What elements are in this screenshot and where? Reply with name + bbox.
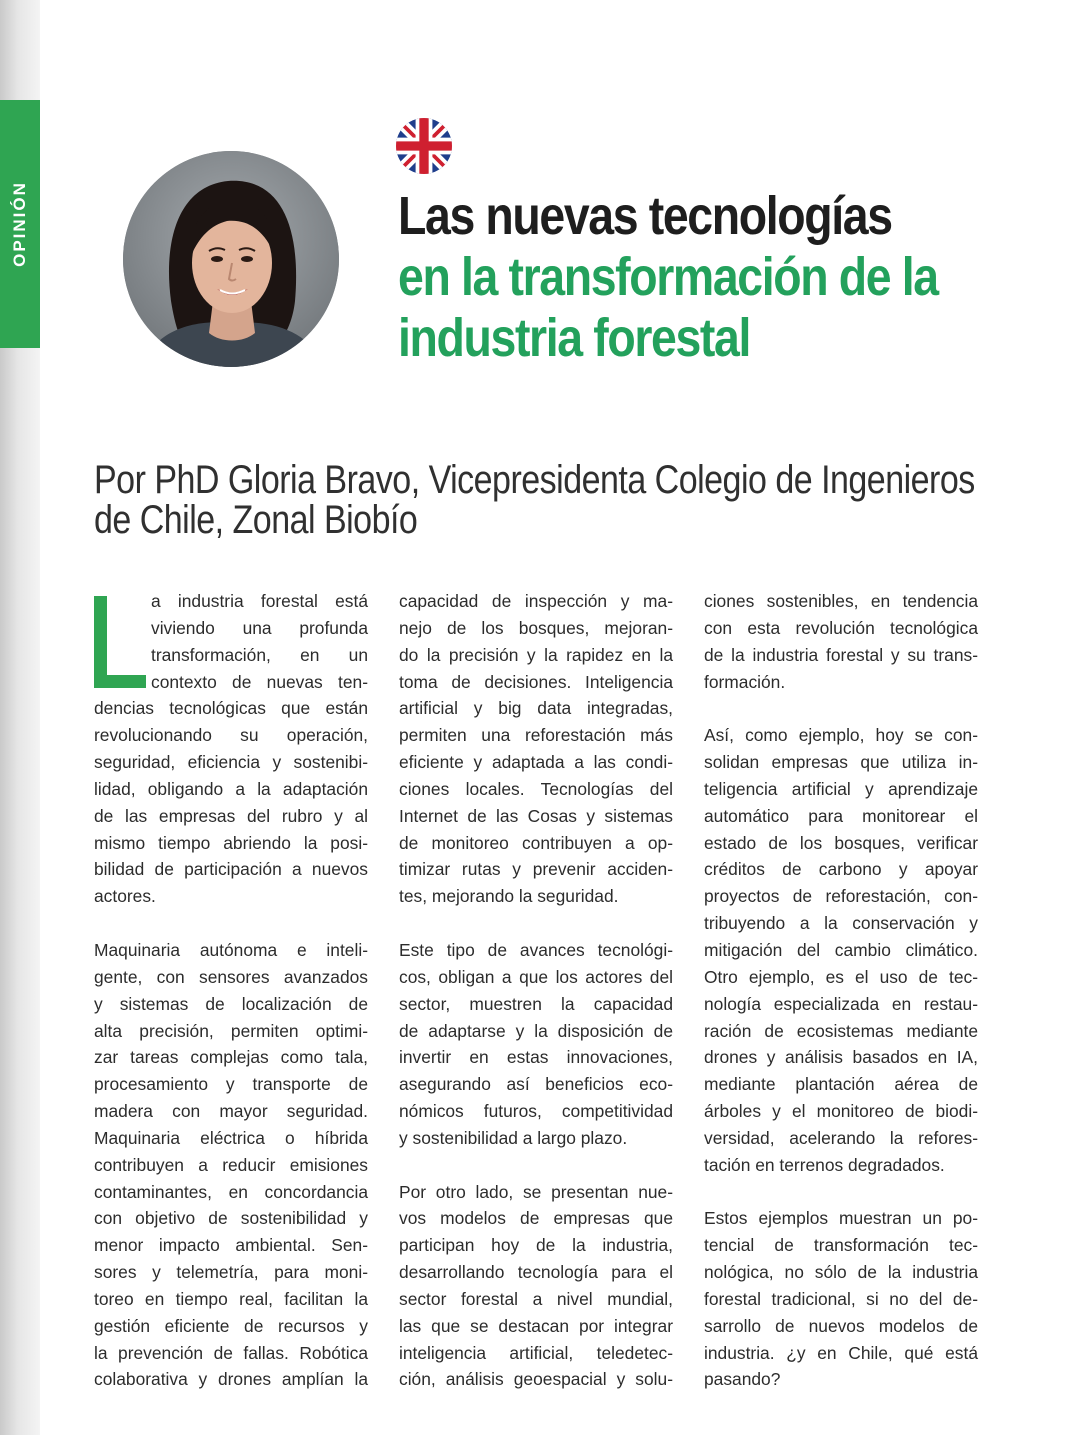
text-line: revolucionando su operación, (94, 725, 368, 746)
text-line: bilidad de participación a nuevos (94, 859, 368, 880)
text-line: inteligencia artificial, teledetec- (399, 1342, 673, 1363)
text-line: de monitoreo contribuyen a op- (399, 832, 673, 853)
text-line: automático para monitorear el (704, 805, 978, 826)
text-line: ciones locales. Tecnologías del (399, 778, 673, 799)
text-line: permiten una reforestación más (399, 725, 673, 746)
text-line: desarrollando tecnología para el (399, 1262, 673, 1283)
text-line: contaminantes, en concordancia (94, 1181, 368, 1202)
text-line: procesamiento y transporte de (94, 1074, 368, 1095)
text-line: menor impacto ambiental. Sen- (94, 1235, 368, 1256)
text-line: asegurando así beneficios eco- (399, 1074, 673, 1095)
title-line-1: Las nuevas tecnologías (398, 186, 892, 246)
author-portrait (123, 151, 339, 367)
text-line: sector forestal a nivel mundial, (399, 1288, 673, 1309)
text-line: pasando? (704, 1369, 781, 1390)
text-line: las que se destacan por integrar (399, 1315, 673, 1336)
text-line: tes, mejorando la seguridad. (399, 886, 619, 907)
text-line: mediante plantación aérea de (704, 1074, 978, 1095)
text-line: ciones sostenibles, en tendencia (704, 591, 978, 611)
text-line: alta precisión, permiten optimi- (94, 1020, 368, 1041)
text-line: viviendo una profunda (151, 617, 368, 638)
article-title (398, 186, 948, 369)
text-line: Estos ejemplos muestran un po- (704, 1208, 978, 1229)
text-line: formación. (704, 671, 786, 692)
text-line: versidad, acelerando la refores- (704, 1127, 978, 1148)
author-byline (94, 458, 975, 542)
text-line: Así, como ejemplo, hoy se con- (704, 725, 978, 746)
text-line: a industria forestal está (151, 591, 368, 611)
title-line-3: industria forestal (398, 308, 750, 368)
text-line: y sostenibilidad a largo plazo. (399, 1127, 628, 1148)
text-line: de las empresas del rubro y al (94, 805, 368, 826)
text-line: Maquinaria eléctrica o híbrida (94, 1127, 368, 1148)
text-line: contribuyen a reducir emisiones (94, 1154, 368, 1175)
text-line: madera con mayor seguridad. (94, 1101, 368, 1122)
text-line: Internet de las Cosas y sistemas (399, 805, 673, 826)
text-line: ción, análisis geoespacial y solu- (399, 1369, 673, 1390)
text-line: estado de los bosques, verificar (704, 832, 978, 853)
text-line: industria. ¿y en Chile, qué está (704, 1342, 978, 1363)
uk-flag-icon (396, 118, 452, 174)
text-line: tencial de transformación tec- (704, 1235, 978, 1256)
title-line-2: en la transformación de la (398, 247, 938, 307)
text-line: nología especializada en restau- (704, 993, 978, 1014)
text-line: nejo de los bosques, mejoran- (399, 617, 673, 638)
text-line: transformación, en un (151, 644, 368, 665)
byline-line-1: Por PhD Gloria Bravo, Vicepresidenta Colegio de Ingenieros (94, 458, 975, 502)
text-line: do la precisión y la rapidez en la (399, 644, 673, 665)
article-column-2 (399, 588, 673, 1393)
text-line: vos modelos de empresas que (399, 1208, 673, 1229)
text-line: actores. (94, 886, 156, 907)
section-tab (0, 100, 40, 348)
text-line: eficiente y adaptada a las condi- (399, 752, 673, 773)
text-line: artificial y big data integradas, (399, 698, 673, 719)
paragraph-break (704, 1179, 978, 1206)
text-line: sarrollo de nuevos modelos de (704, 1315, 978, 1336)
text-line: participan hoy de la industria, (399, 1235, 673, 1256)
text-line: nómicos futuros, competitividad (399, 1101, 673, 1122)
text-line: créditos de carbono y apoyar (704, 859, 978, 880)
text-line: de la industria forestal y su trans- (704, 644, 978, 665)
text-line: con objetivo de sostenibilidad y (94, 1208, 368, 1229)
text-line: dencias tecnológicas que están (94, 698, 368, 719)
text-line: con esta revolución tecnológica (704, 617, 978, 638)
text-line: zar tareas complejas como tala, (94, 1047, 368, 1068)
text-line: solidan empresas que utiliza in- (704, 752, 978, 773)
text-line: gestión eficiente de recursos y (94, 1315, 368, 1336)
text-line: la prevención de fallas. Robótica (94, 1342, 368, 1363)
paragraph-break (94, 910, 368, 937)
article-column-3 (704, 588, 978, 1393)
article-column-1 (94, 588, 368, 1393)
text-line: seguridad, eficiencia y sostenibi- (94, 752, 368, 773)
paragraph-break (704, 695, 978, 722)
text-line: Otro ejemplo, es el uso de tec- (704, 966, 978, 987)
text-line: proyectos de reforestación, con- (704, 886, 978, 907)
text-line: invertir en estas innovaciones, (399, 1047, 673, 1068)
section-label: OPINIÓN (10, 181, 29, 267)
text-line: gente, con sensores avanzados (94, 966, 368, 987)
paragraph-break (399, 1152, 673, 1179)
text-line: mitigación del cambio climático. (704, 939, 978, 960)
text-line: Por otro lado, se presentan nue- (399, 1181, 673, 1202)
text-line: cos, obligan a que los actores del (399, 966, 673, 987)
text-line: colaborativa y drones amplían la (94, 1369, 368, 1390)
text-line: Este tipo de avances tecnológi- (399, 939, 673, 960)
text-line: lidad, obligando a la adaptación (94, 778, 368, 799)
text-line: mismo tiempo abriendo la posi- (94, 832, 368, 853)
text-line: Maquinaria autónoma e inteli- (94, 939, 368, 960)
text-line: árboles y el monitoreo de biodi- (704, 1101, 978, 1122)
text-line: y sistemas de localización de (94, 993, 368, 1014)
text-line: forestal tradicional, si no del de- (704, 1288, 978, 1309)
text-line: toreo en tiempo real, facilitan la (94, 1288, 368, 1309)
text-line: ración de ecosistemas mediante (704, 1020, 978, 1041)
text-line: drones y análisis basados en IA, (704, 1047, 978, 1068)
text-line: capacidad de inspección y ma- (399, 591, 673, 611)
text-line: tación en terrenos degradados. (704, 1154, 945, 1175)
text-line: nológica, no sólo de la industria (704, 1262, 978, 1283)
text-line: teligencia artificial y aprendizaje (704, 778, 978, 799)
text-line: de adaptarse y la disposición de (399, 1020, 673, 1041)
byline-line-2: de Chile, Zonal Biobío (94, 498, 418, 542)
text-line: sector, muestren la capacidad (399, 993, 673, 1014)
paragraph-break (399, 910, 673, 937)
text-line: tribuyendo a la conservación y (704, 913, 978, 934)
text-line: sores y telemetría, para moni- (94, 1262, 368, 1283)
text-line: timizar rutas y prevenir acciden- (399, 859, 673, 880)
text-line: toma de decisiones. Inteligencia (399, 671, 673, 692)
text-line: contexto de nuevas ten- (151, 671, 368, 692)
